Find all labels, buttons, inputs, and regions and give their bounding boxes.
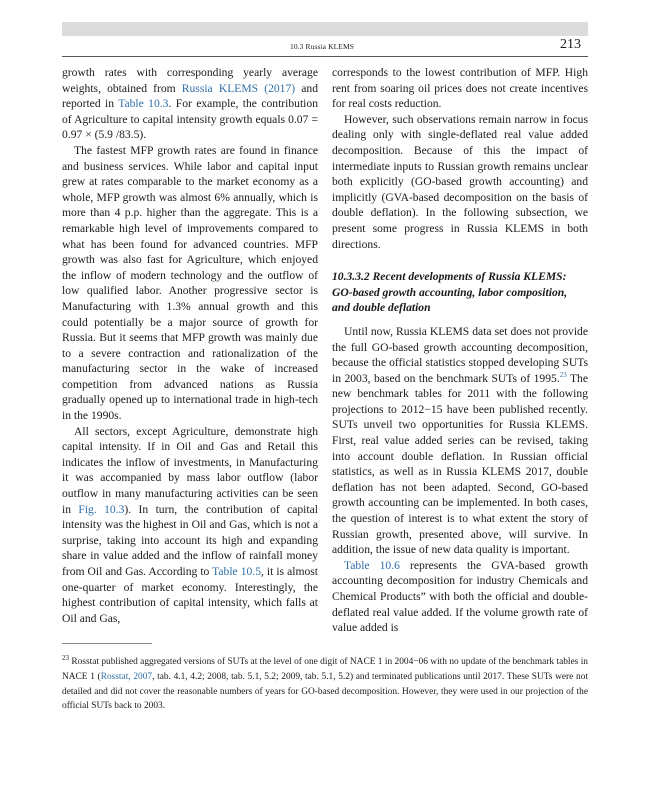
right-paragraph-1: corresponds to the lowest contribution of MFP. High rent from soaring oil prices does not create incentives for real costs reduction. <box>332 66 588 111</box>
left-column <box>62 65 318 626</box>
right-paragraph-2: However, such observations remain narrow in focus dealing only with single-deflated real value added decomposition. Because of this the impact of intermediate inputs to Russian growth remains unclear both explicitly (GO-based growth accounting) and implicitly (GVA-based decomposition on the basis of double deflation). In the following subsection, we present some progress in Russia KLEMS in both directions. <box>332 112 588 251</box>
footnote-ref-23[interactable]: 23 <box>559 370 567 379</box>
section-heading: 10.3.3.2 Recent developments of Russia KLEMS: GO-based growth accounting, labor composition, and double deflation <box>332 270 568 315</box>
page-number: 213 <box>560 37 581 52</box>
right-paragraph-3: Until now, Russia KLEMS data set does not provide the full GO-based growth accounting decomposition, because the official statistics stopped developing SUTs in 2003, based on the benchmark SUTs of 1995.23 The new benchmark tables for 2011 with the following projections to 2012−15 have been published recently. SUTs unveil two opportunities for Russia KLEMS. First, real value added series can be revised, taking into account double deflation. In Russian official statistics, as well as in Russia KLEMS 2017, double deflation has not been adapted. Second, GO-based growth accounting can be implemented. In both cases, the question of interest is to what extent the story of Russian growth, presented above, will survive. In addition, the issue of new data quality is important. <box>332 324 588 557</box>
header-bar <box>62 22 588 36</box>
fig-10-3-link[interactable]: Fig. 10.3 <box>78 502 125 516</box>
footnote-rule <box>62 643 152 644</box>
header-rule <box>62 56 588 57</box>
footnote-number: 23 <box>62 653 69 662</box>
right-paragraph-4: Table 10.6 represents the GVA-based growth accounting decomposition for industry Chemicals and Chemical Products” with both the official and double-deflated real value added. If the volume growth rate of value added is <box>332 558 588 635</box>
left-paragraph-2: The fastest MFP growth rates are found in finance and business services. While labor and capital input grew at rates comparable to the market economy as a whole, MFP growth was almost 6% annually, which is more than 4 p.p. higher than the aggregate. This is a remarkable high level of improvements compared to what has been found for advanced countries. MFP growth was also fast for Agriculture, which enjoyed the inflow of modern technology and the outflow of low qualified labor. Another progressive sector is Manufacturing with 1.3% annual growth and this could potentially be a major source of growth for Russia. But it seems that MFP growth was mainly due to a severe contraction and rationalization of the manufacturing sector in the wake of increased competition from advanced nations as Russia gradually opened up to international trade in high-tech in the 1990s. <box>62 143 318 423</box>
left-paragraph-3: All sectors, except Agriculture, demonstrate high capital intensity. If in Oil and Gas and Retail this indicates the inflow of investments, in Manufacturing it was accompanied by mass labor outflow (labor outflow in many manufacturing activities can be seen in Fig. 10.3). In turn, the contribution of capital intensity was the highest in Oil and Gas, which is not a surprise, taking into account its high and expanding share in value added and the inflow of rainfall money from Oil and Gas. According to Table 10.5, it is almost one-quarter of market economy. Interestingly, the highest contribution of capital intensity, which falls at Oil and Gas, <box>62 424 318 625</box>
running-head: 10.3 Russia KLEMS <box>290 42 354 51</box>
table-10-5-link[interactable]: Table 10.5 <box>212 565 261 578</box>
footnote: $^{23}$ Rosstat published aggregated versions of SUTs at the level of one digit of NACE 1 in 2004−06 with no update of the benchmark tables in NACE 1 (Rosstat, 2007, tab. 4.1, 4.2; 2008, tab. 5.1, 5.2; 2009, tab. 5.1, 5.2) and terminated publications until 2017. These SUTs were not detailed and did not cover the reasonable numbers of years for GO-based decomposition. However, they were used in our projection of the official SUTs back to 2003. <box>62 653 588 712</box>
right-column <box>332 65 588 636</box>
table-10-3-link[interactable]: Table 10.3 <box>118 97 169 111</box>
russia-klems-2017-link[interactable]: Russia KLEMS (2017) <box>181 81 296 95</box>
rosstat-2007-link[interactable]: Rosstat, 2007 <box>100 671 153 682</box>
left-paragraph-1: growth rates with corresponding yearly average weights, obtained from Russia KLEMS (2017) and reported in Table 10.3. For example, the contribution of Agriculture to capital intensity growth equals 0.07 = 0.97 × (5.9 /83.5). <box>62 66 319 142</box>
table-10-6-link[interactable]: Table 10.6 <box>344 558 400 572</box>
